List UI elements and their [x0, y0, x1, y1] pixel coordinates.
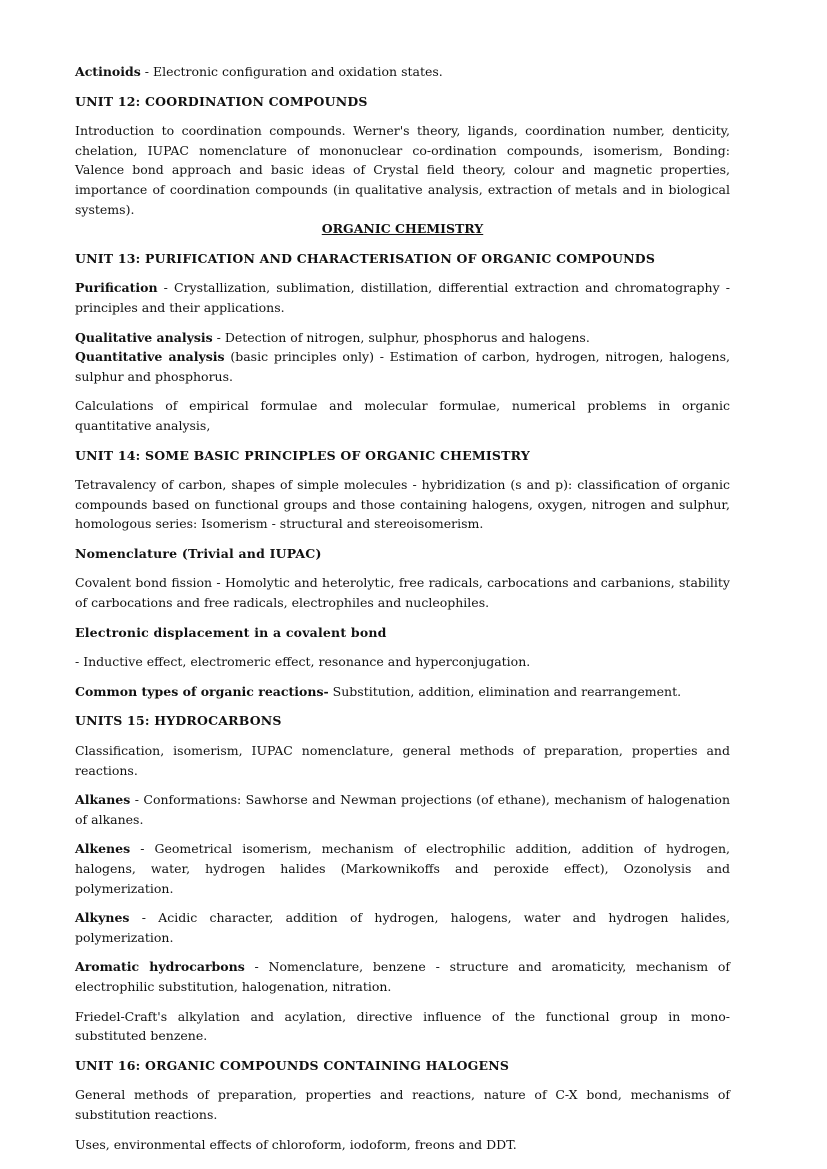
alkenes-text: - Geometrical isomerism, mechanism of electrophilic addition, addition of hydrogen, halogens, water, hydrogen halides (Markownikoffs and peroxide effect), Ozonolysis and polymerization.	[75, 841, 730, 896]
unit-16-heading: UNIT 16: ORGANIC COMPOUNDS CONTAINING HALOGENS	[75, 1057, 510, 1073]
purification-text: - Crystallization, sublimation, distillation, differential extraction and chromatography - principles and their applications.	[75, 280, 730, 315]
alkynes-paragraph	[75, 908, 730, 947]
unit-12-heading: UNIT 12: COORDINATION COMPOUNDS	[75, 93, 368, 109]
unit-15-heading: UNITS 15: HYDROCARBONS	[75, 713, 282, 729]
nomenclature-heading: Nomenclature (Trivial and IUPAC)	[75, 545, 322, 561]
actinoids-text: - Electronic configuration and oxidation states.	[140, 64, 443, 79]
aromatic-hydrocarbons-text: - Nomenclature, benzene - structure and aromaticity, mechanism of electrophilic substitution, halogenation, nitration.	[75, 959, 730, 994]
unit-13-heading: UNIT 13: PURIFICATION AND CHARACTERISATION OF ORGANIC COMPOUNDS	[75, 250, 656, 266]
tetravalency-paragraph: Tetravalency of carbon, shapes of simple molecules - hybridization (s and p): classification of organic compounds based on functional groups and those containing halogens, oxygen, nitrogen and sulphur, homologous series: Isomerism - structural and stereoisomerism.	[75, 477, 730, 532]
organic-reactions-text: Substitution, addition, elimination and rearrangement.	[328, 683, 682, 699]
actinoids-paragraph	[75, 62, 730, 82]
friedel-crafts-paragraph: Friedel-Craft's alkylation and acylation, directive influence of the functional group in mono- substituted benzene.	[75, 1008, 730, 1044]
alkynes-text: - Acidic character, addition of hydrogen, halogens, water and hydrogen halides, polymerization.	[75, 910, 730, 945]
qualitative-analysis-paragraph	[75, 328, 730, 348]
qualitative-analysis-text: - Detection of nitrogen, sulphur, phosphorus and halogens.	[212, 329, 590, 345]
calculations-paragraph: Calculations of empirical formulae and molecular formulae, numerical problems in organic quantitative analysis,	[75, 398, 730, 433]
inductive-effect-paragraph: - Inductive effect, electromeric effect, resonance and hyperconjugation.	[75, 654, 531, 670]
alkanes-label: Alkanes	[75, 792, 131, 808]
organic-reactions-label: Common types of organic reactions-	[75, 683, 329, 699]
alkanes-paragraph	[75, 790, 730, 829]
general-methods-paragraph: General methods of preparation, properties and reactions, nature of C-X bond, mechanisms of substitution reactions.	[75, 1087, 730, 1122]
purification-label: Purification	[75, 280, 158, 296]
actinoids-label: Actinoids	[75, 64, 141, 79]
organic-chemistry-title: ORGANIC CHEMISTRY	[321, 221, 484, 237]
classification-paragraph: Classification, isomerism, IUPAC nomenclature, general methods of preparation, properties and reactions.	[75, 743, 730, 778]
alkenes-paragraph	[75, 839, 730, 898]
electronic-displacement-heading: Electronic displacement in a covalent bond	[75, 624, 387, 640]
alkanes-text: - Conformations: Sawhorse and Newman projections (of ethane), mechanism of halogenation of alkanes.	[75, 792, 730, 827]
uses-paragraph: Uses, environmental effects of chloroform, iodoform, freons and DDT.	[75, 1136, 517, 1152]
unit-14-heading: UNIT 14: SOME BASIC PRINCIPLES OF ORGANIC CHEMISTRY	[75, 447, 530, 463]
alkynes-label: Alkynes	[75, 910, 130, 926]
covalent-bond-fission-paragraph: Covalent bond fission - Homolytic and heterolytic, free radicals, carbocations and carbanions, stability of carbocations and free radicals, electrophiles and nucleophiles.	[75, 575, 730, 611]
alkenes-label: Alkenes	[75, 841, 131, 857]
organic-reactions-paragraph	[75, 682, 730, 702]
quantitative-analysis-text: (basic principles only) - Estimation of carbon, hydrogen, nitrogen, halogens, sulphur and phosphorus.	[75, 349, 730, 384]
aromatic-hydrocarbons-label: Aromatic hydrocarbons	[75, 959, 245, 975]
quantitative-analysis-label: Quantitative analysis	[75, 349, 225, 365]
qualitative-analysis-label: Qualitative analysis	[75, 329, 213, 345]
aromatic-hydrocarbons-paragraph	[75, 957, 730, 996]
unit-12-paragraph: Introduction to coordination compounds. Werner's theory, ligands, coordination number, denticity, chelation, IUPAC nomenclature of mononuclear co-ordination compounds, isomerism, Bonding: Valence bond approach and basic ideas of Crystal field theory, colour and magnetic properties, importance of coordination compounds (in qualitative analysis, extraction of metals and in biological systems).	[75, 123, 730, 217]
quantitative-analysis-paragraph	[75, 347, 730, 386]
purification-paragraph	[75, 278, 730, 317]
